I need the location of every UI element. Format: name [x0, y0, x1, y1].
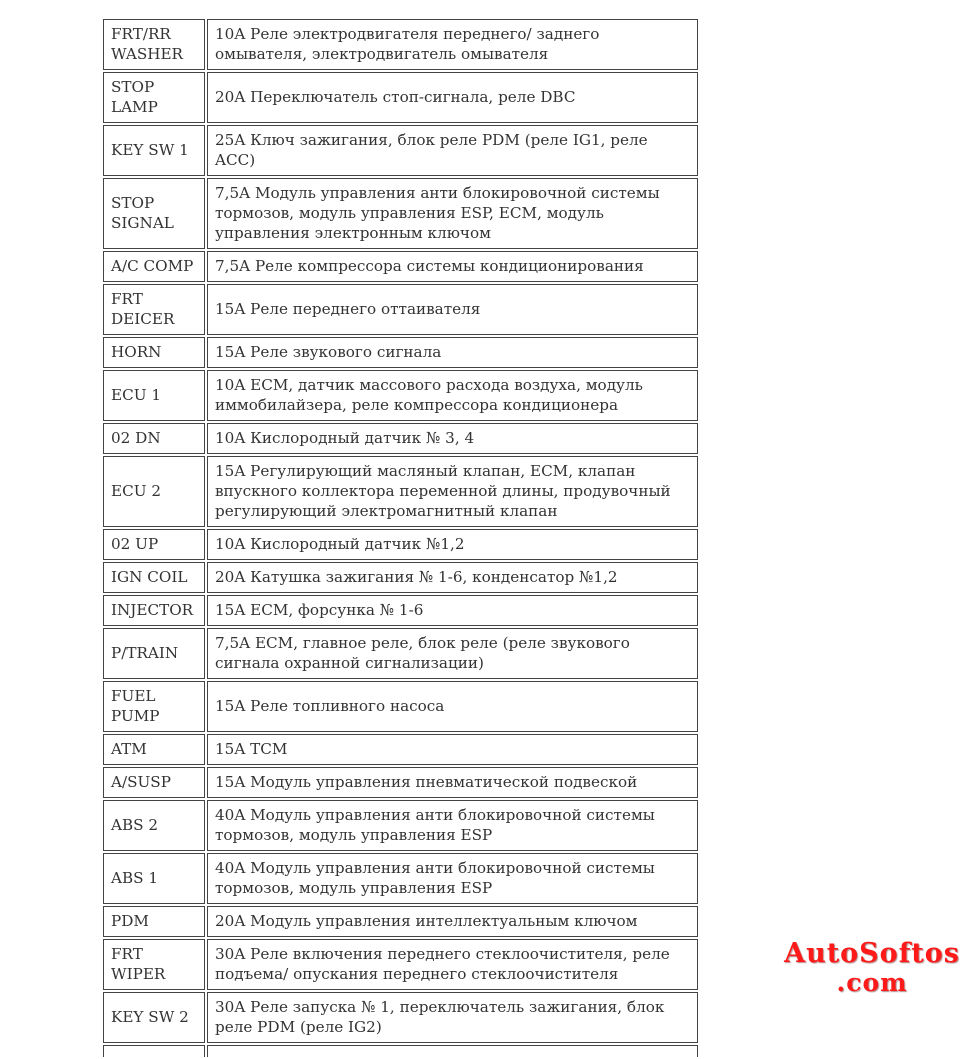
fuse-name-cell: INJECTOR — [103, 595, 205, 626]
table-row — [103, 767, 698, 798]
table-row — [103, 595, 698, 626]
table-row — [103, 628, 698, 679]
fuse-name-cell: ABS 2 — [103, 800, 205, 851]
fuse-name-cell: KEY SW 1 — [103, 125, 205, 176]
fuse-name-cell: ATM — [103, 734, 205, 765]
fuse-description-cell: 10A ECM, датчик массового расхода воздуха, модуль иммобилайзера, реле компрессора кондиционера — [207, 370, 698, 421]
fuse-description-cell: 15A Реле топливного насоса — [207, 681, 698, 732]
fuse-name-cell: KEY SW 2 — [103, 992, 205, 1043]
fuse-description-cell: 15A Реле переднего оттаивателя — [207, 284, 698, 335]
table-row — [103, 529, 698, 560]
fuse-description-cell: 7,5A Модуль управления анти блокировочной системы тормозов, модуль управления ESP, ECM, модуль управления электронным ключом — [207, 178, 698, 249]
table-row — [103, 125, 698, 176]
fuse-description-cell: 10A Реле электродвигателя переднего/ заднего омывателя, электродвигатель омывателя — [207, 19, 698, 70]
table-row — [103, 681, 698, 732]
table-row — [103, 456, 698, 527]
fuse-description-cell: 25A Ключ зажигания, блок реле PDM (реле IG1, реле ACC) — [207, 125, 698, 176]
fuse-description-cell: 20A Модуль управления интеллектуальным ключом — [207, 906, 698, 937]
fuse-description-cell: 7,5A ECM, главное реле, блок реле (реле звукового сигнала охранной сигнализации) — [207, 628, 698, 679]
watermark-logo — [784, 938, 960, 996]
watermark-line-1: AutoSoftos — [784, 938, 960, 969]
table-row — [103, 992, 698, 1043]
table-row — [103, 337, 698, 368]
fuse-description-cell: 15A Реле звукового сигнала — [207, 337, 698, 368]
fuse-table-body — [103, 19, 698, 1057]
fuse-name-cell: 02 DN — [103, 423, 205, 454]
table-row — [103, 800, 698, 851]
table-row — [103, 72, 698, 123]
fuse-description-cell: 20A Катушка зажигания № 1-6, конденсатор №1,2 — [207, 562, 698, 593]
table-row — [103, 853, 698, 904]
fuse-description-cell: 10A Кислородный датчик №1,2 — [207, 529, 698, 560]
fuse-table — [101, 17, 700, 1059]
fuse-name-cell: ABS 1 — [103, 853, 205, 904]
table-row — [103, 906, 698, 937]
fuse-description-cell-partial — [207, 1045, 698, 1057]
fuse-description-cell: 20A Переключатель стоп-сигнала, реле DBC — [207, 72, 698, 123]
fuse-name-cell: FUEL PUMP — [103, 681, 205, 732]
fuse-name-cell: A/SUSP — [103, 767, 205, 798]
fuse-name-cell: ECU 2 — [103, 456, 205, 527]
fuse-name-cell: P/TRAIN — [103, 628, 205, 679]
table-row — [103, 284, 698, 335]
fuse-description-cell: 40A Модуль управления анти блокировочной системы тормозов, модуль управления ESP — [207, 800, 698, 851]
fuse-name-cell: FRT WIPER — [103, 939, 205, 990]
fuse-name-cell: FRT DEICER — [103, 284, 205, 335]
fuse-description-cell: 30A Реле включения переднего стеклоочистителя, реле подъема/ опускания переднего стеклоочистителя — [207, 939, 698, 990]
fuse-name-cell: HORN — [103, 337, 205, 368]
fuse-name-cell: A/C COMP — [103, 251, 205, 282]
table-row — [103, 734, 698, 765]
table-row — [103, 939, 698, 990]
fuse-description-cell: 7,5A Реле компрессора системы кондиционирования — [207, 251, 698, 282]
watermark-line-2: .com — [836, 968, 908, 997]
fuse-name-cell: FRT/RR WASHER — [103, 19, 205, 70]
fuse-name-cell: ECU 1 — [103, 370, 205, 421]
fuse-name-cell: STOP SIGNAL — [103, 178, 205, 249]
table-row-partial — [103, 1045, 698, 1057]
table-row — [103, 178, 698, 249]
fuse-name-cell: IGN COIL — [103, 562, 205, 593]
fuse-name-cell-partial — [103, 1045, 205, 1057]
fuse-name-cell: PDM — [103, 906, 205, 937]
table-row — [103, 562, 698, 593]
table-row — [103, 251, 698, 282]
table-row — [103, 19, 698, 70]
table-row — [103, 370, 698, 421]
fuse-description-cell: 15A ECM, форсунка № 1-6 — [207, 595, 698, 626]
fuse-description-cell: 40A Модуль управления анти блокировочной системы тормозов, модуль управления ESP — [207, 853, 698, 904]
fuse-name-cell: STOP LAMP — [103, 72, 205, 123]
fuse-description-cell: 15A TCM — [207, 734, 698, 765]
fuse-description-cell: 15A Регулирующий масляный клапан, ECM, клапан впускного коллектора переменной длины, продувочный регулирующий электромагнитный клапан — [207, 456, 698, 527]
fuse-description-cell: 30A Реле запуска № 1, переключатель зажигания, блок реле PDM (реле IG2) — [207, 992, 698, 1043]
fuse-description-cell: 10A Кислородный датчик № 3, 4 — [207, 423, 698, 454]
fuse-name-cell: 02 UP — [103, 529, 205, 560]
table-row — [103, 423, 698, 454]
fuse-description-cell: 15A Модуль управления пневматической подвеской — [207, 767, 698, 798]
